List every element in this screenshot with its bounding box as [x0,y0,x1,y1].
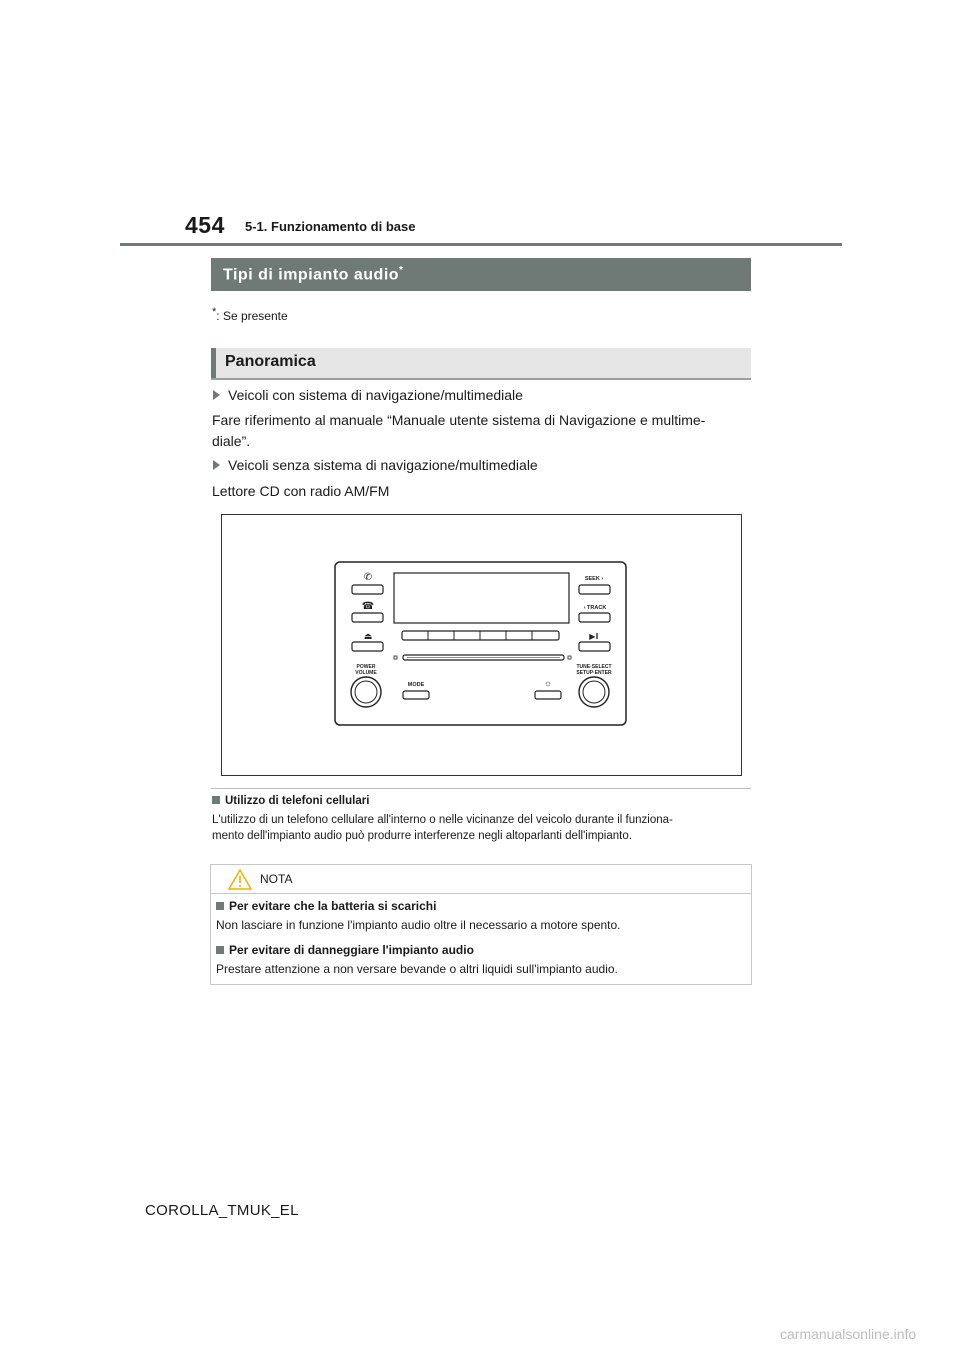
triangle-bullet-icon [213,390,220,400]
square-bullet-icon [212,796,220,804]
bullet-no-navigation-text: Veicoli senza sistema di navigazione/multimediale [228,457,538,473]
nota-header [211,865,751,894]
phone-pickup-icon: ✆ [363,572,373,583]
section-label: 5-1. Funzionamento di base [245,219,416,234]
track-button [579,605,610,622]
paragraph-reference-line2: diale”. [212,433,251,449]
nota-item1-text: Non lasciare in funzione l'impianto audio oltre il necessario a motore spento. [216,918,621,932]
bullet-navigation-text: Veicoli con sistema di navigazione/multimediale [228,387,523,403]
page-number: 454 [185,212,225,238]
nota-label: NOTA [260,872,293,886]
nota-box [210,864,752,985]
square-bullet-icon [216,946,224,954]
subheading: Panoramica [225,353,316,370]
footnote [212,306,288,323]
setup-enter-label: SETUP·ENTER [576,670,612,676]
subheading-bar [211,348,751,380]
footnote-marker: * [212,306,217,318]
nota-item2-heading [216,943,474,957]
nota-item1-heading-text: Per evitare che la batteria si scarichi [229,899,437,913]
watermark: carmanualsonline.info [780,1326,917,1342]
track-label: ‹ TRACK [583,605,607,611]
seek-label: SEEK › [584,576,604,582]
document-code: COROLLA_TMUK_EL [145,1202,299,1219]
phone-note-line2: mento dell'impianto audio può produrre interferenze negli altoparlanti dell'impianto. [212,830,632,842]
subheading-accent [211,348,216,378]
brightness-icon: ☼ [543,678,553,688]
page-title [223,265,403,284]
volume-label: VOLUME [355,670,377,676]
phone-note-heading-text: Utilizzo di telefoni cellulari [225,795,370,807]
phone-note-line1: L'utilizzo di un telefono cellulare all'interno o nelle vicinanze del veicolo durante il funziona- [212,814,673,826]
triangle-bullet-icon [213,460,220,470]
square-bullet-icon [216,902,224,910]
paragraph-cd-player: Lettore CD con radio AM/FM [212,483,390,499]
header-rule [120,243,842,246]
phone-hangup-icon: ☎ [361,601,375,612]
nota-item2-text: Prestare attenzione a non versare bevande o altri liquidi sull'impianto audio. [216,962,618,976]
phone-note-heading [212,795,369,807]
tune-select-knob [576,664,612,707]
audio-unit-figure [221,514,742,776]
nota-item1-heading [216,899,436,913]
paragraph-reference-line1: Fare riferimento al manuale “Manuale utente sistema di Navigazione e multime- [212,412,706,428]
phone-note-text [212,812,752,844]
note-divider [211,788,751,789]
cd-slot [394,655,571,660]
tune-select-label: TUNE·SELECT [576,664,612,670]
power-volume-knob [351,664,381,707]
warning-triangle-icon [228,869,252,890]
eject-icon: ⏏ [363,631,373,641]
bullet-no-navigation [213,457,538,473]
title-footnote-marker: * [399,265,404,276]
audio-unit-illustration [222,515,741,775]
nota-item2-heading-text: Per evitare di danneggiare l'impianto audio [229,943,474,957]
power-label: POWER [356,664,376,670]
title-bar [211,258,751,291]
paragraph-reference [212,410,752,452]
play-pause-icon: ▶‖ [589,632,599,641]
display-screen [394,573,569,623]
preset-buttons [402,631,559,640]
page-title-text: Tipi di impianto audio [223,266,400,284]
footnote-text: : Se presente [216,309,288,323]
bullet-navigation [213,387,523,403]
mode-label: MODE [407,682,425,688]
